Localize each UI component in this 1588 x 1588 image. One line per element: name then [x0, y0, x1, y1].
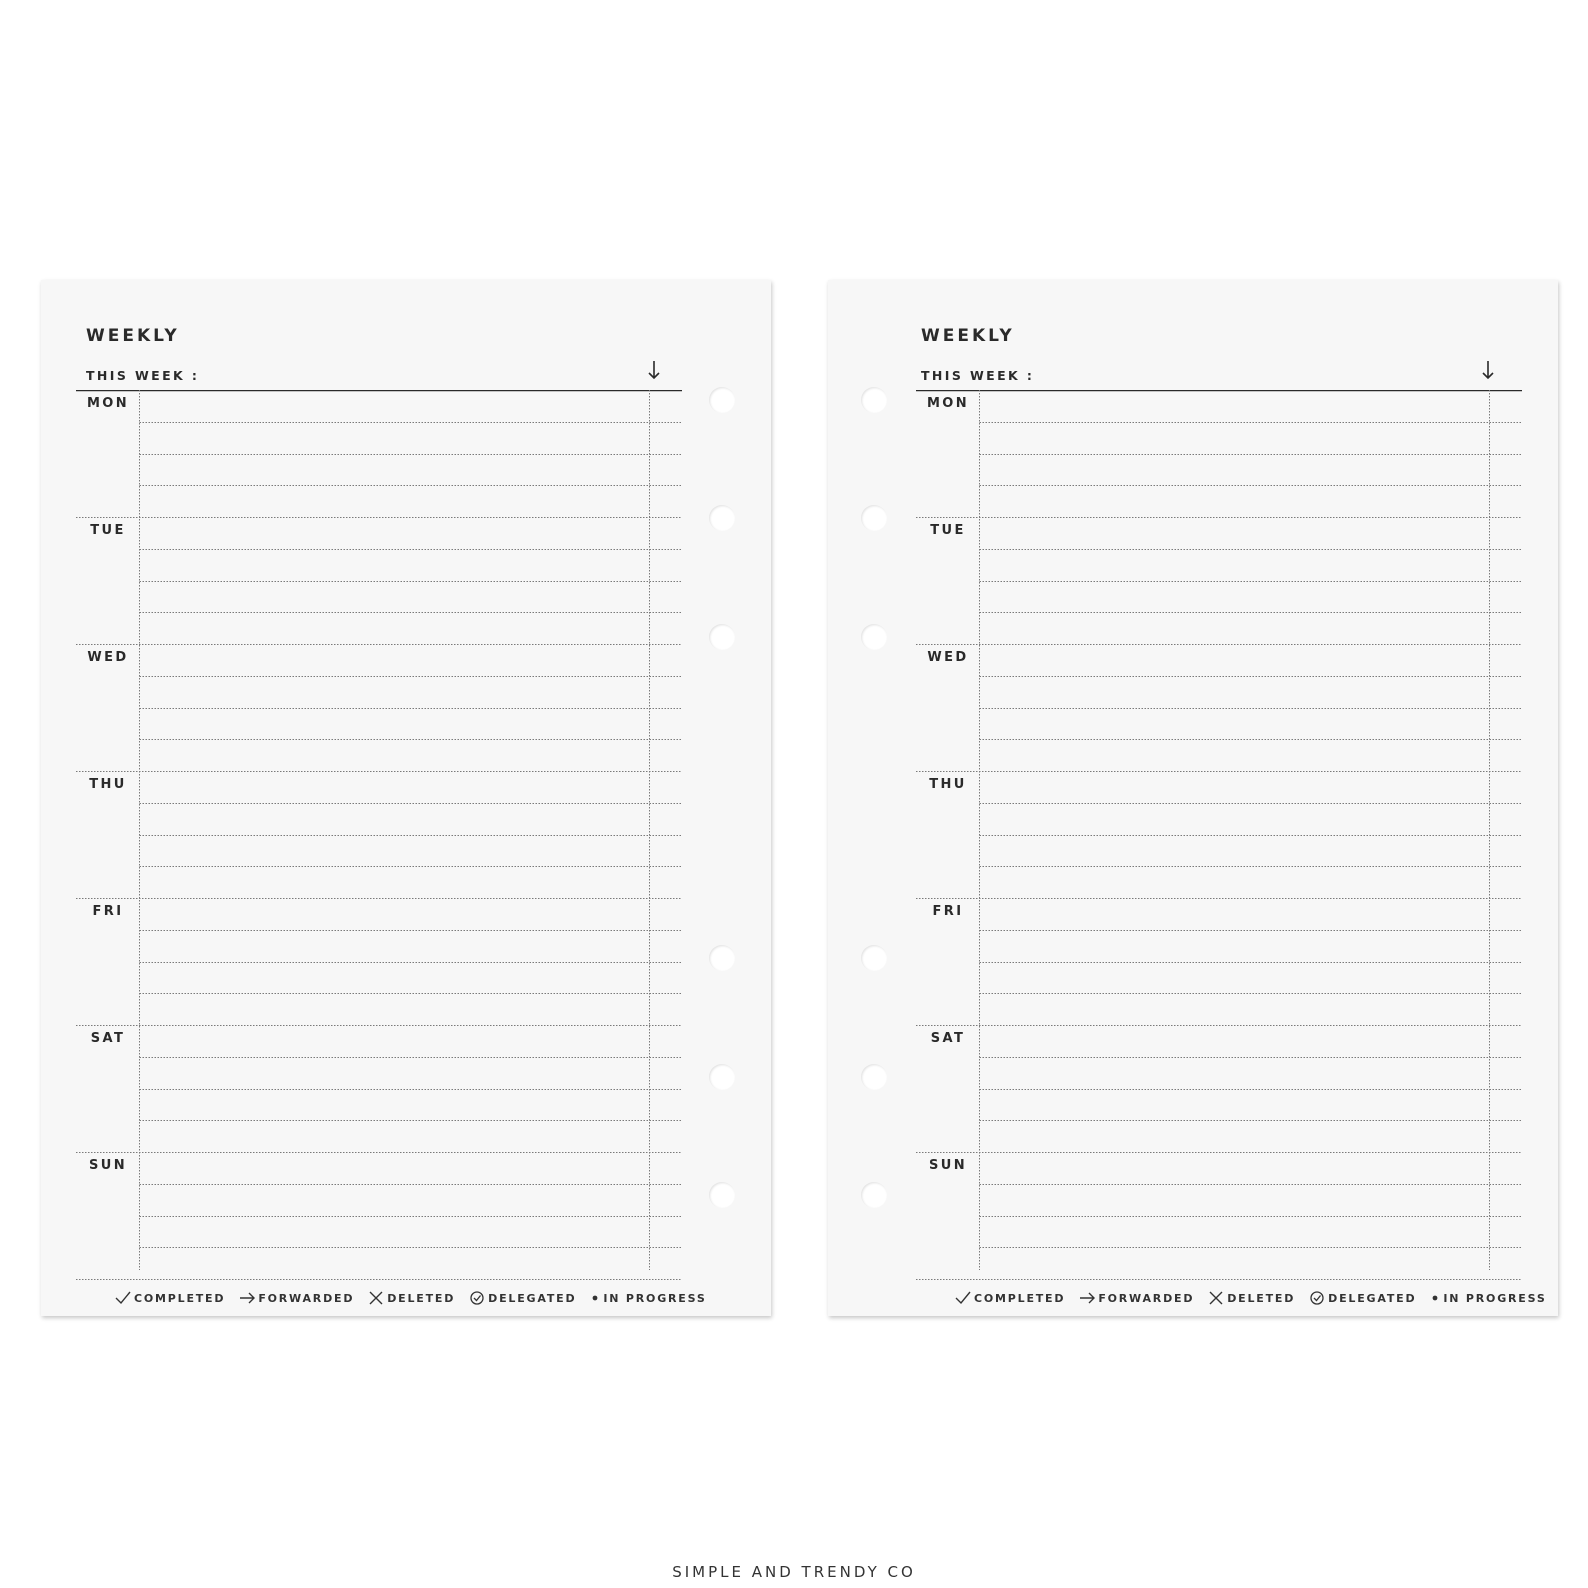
day-label-sat: SAT [90, 1031, 126, 1046]
legend-forwarded [239, 1291, 354, 1305]
legend-delegated [469, 1291, 576, 1305]
legend-completed [955, 1291, 1065, 1305]
punch-hole [709, 945, 735, 971]
legend-in-progress [1430, 1291, 1546, 1305]
page-title: WEEKLY [921, 326, 1015, 346]
check-icon [955, 1291, 971, 1305]
circle-check-icon [469, 1291, 485, 1305]
day-label-fri: FRI [92, 904, 124, 919]
legend-in-progress [590, 1291, 706, 1305]
arrow-right-icon [1079, 1291, 1095, 1305]
dot-icon [1430, 1291, 1440, 1305]
punch-hole [709, 505, 735, 531]
legend-completed [115, 1291, 225, 1305]
this-week-label: THIS WEEK : [921, 368, 1035, 383]
legend-label: IN PROGRESS [1443, 1291, 1547, 1305]
punch-hole [861, 505, 887, 531]
check-icon [115, 1291, 131, 1305]
status-legend [955, 1291, 1547, 1305]
punch-hole [861, 624, 887, 650]
day-label-thu: THU [89, 777, 127, 792]
legend-forwarded [1079, 1291, 1194, 1305]
planner-page-right [828, 280, 1558, 1316]
this-week-label: THIS WEEK : [86, 368, 200, 383]
punch-hole [861, 945, 887, 971]
planner-page-left [41, 280, 771, 1316]
x-icon [368, 1291, 384, 1305]
legend-label: COMPLETED [974, 1291, 1066, 1305]
day-label-fri: FRI [932, 904, 964, 919]
day-label-sat: SAT [930, 1031, 966, 1046]
day-label-sun: SUN [89, 1158, 127, 1173]
punch-hole [709, 1064, 735, 1090]
arrow-down-icon [1481, 360, 1495, 380]
weekly-grid [76, 390, 682, 1284]
status-legend [115, 1291, 707, 1305]
punch-hole [709, 387, 735, 413]
day-label-thu: THU [929, 777, 967, 792]
grid-lines [76, 390, 682, 1284]
legend-label: IN PROGRESS [603, 1291, 707, 1305]
arrow-right-icon [239, 1291, 255, 1305]
legend-label: DELEGATED [1328, 1291, 1417, 1305]
punch-hole [861, 1064, 887, 1090]
arrow-down-icon [647, 360, 661, 380]
day-label-wed: WED [927, 650, 969, 665]
punch-hole [861, 387, 887, 413]
circle-check-icon [1309, 1291, 1325, 1305]
punch-hole [709, 1182, 735, 1208]
day-label-mon: MON [86, 396, 130, 411]
day-label-tue: TUE [90, 523, 126, 538]
legend-deleted [368, 1291, 455, 1305]
punch-hole [709, 624, 735, 650]
page-title: WEEKLY [86, 326, 180, 346]
legend-label: FORWARDED [258, 1291, 355, 1305]
legend-label: DELETED [1227, 1291, 1296, 1305]
day-label-wed: WED [87, 650, 129, 665]
legend-delegated [1309, 1291, 1416, 1305]
legend-deleted [1208, 1291, 1295, 1305]
legend-label: DELEGATED [488, 1291, 577, 1305]
brand-footer: SIMPLE AND TRENDY CO [672, 1563, 916, 1581]
day-label-mon: MON [926, 396, 970, 411]
x-icon [1208, 1291, 1224, 1305]
grid-lines [916, 390, 1522, 1284]
dot-icon [590, 1291, 600, 1305]
legend-label: DELETED [387, 1291, 456, 1305]
punch-hole [861, 1182, 887, 1208]
weekly-grid [916, 390, 1522, 1284]
legend-label: FORWARDED [1098, 1291, 1195, 1305]
day-label-tue: TUE [930, 523, 966, 538]
day-label-sun: SUN [929, 1158, 967, 1173]
legend-label: COMPLETED [134, 1291, 226, 1305]
